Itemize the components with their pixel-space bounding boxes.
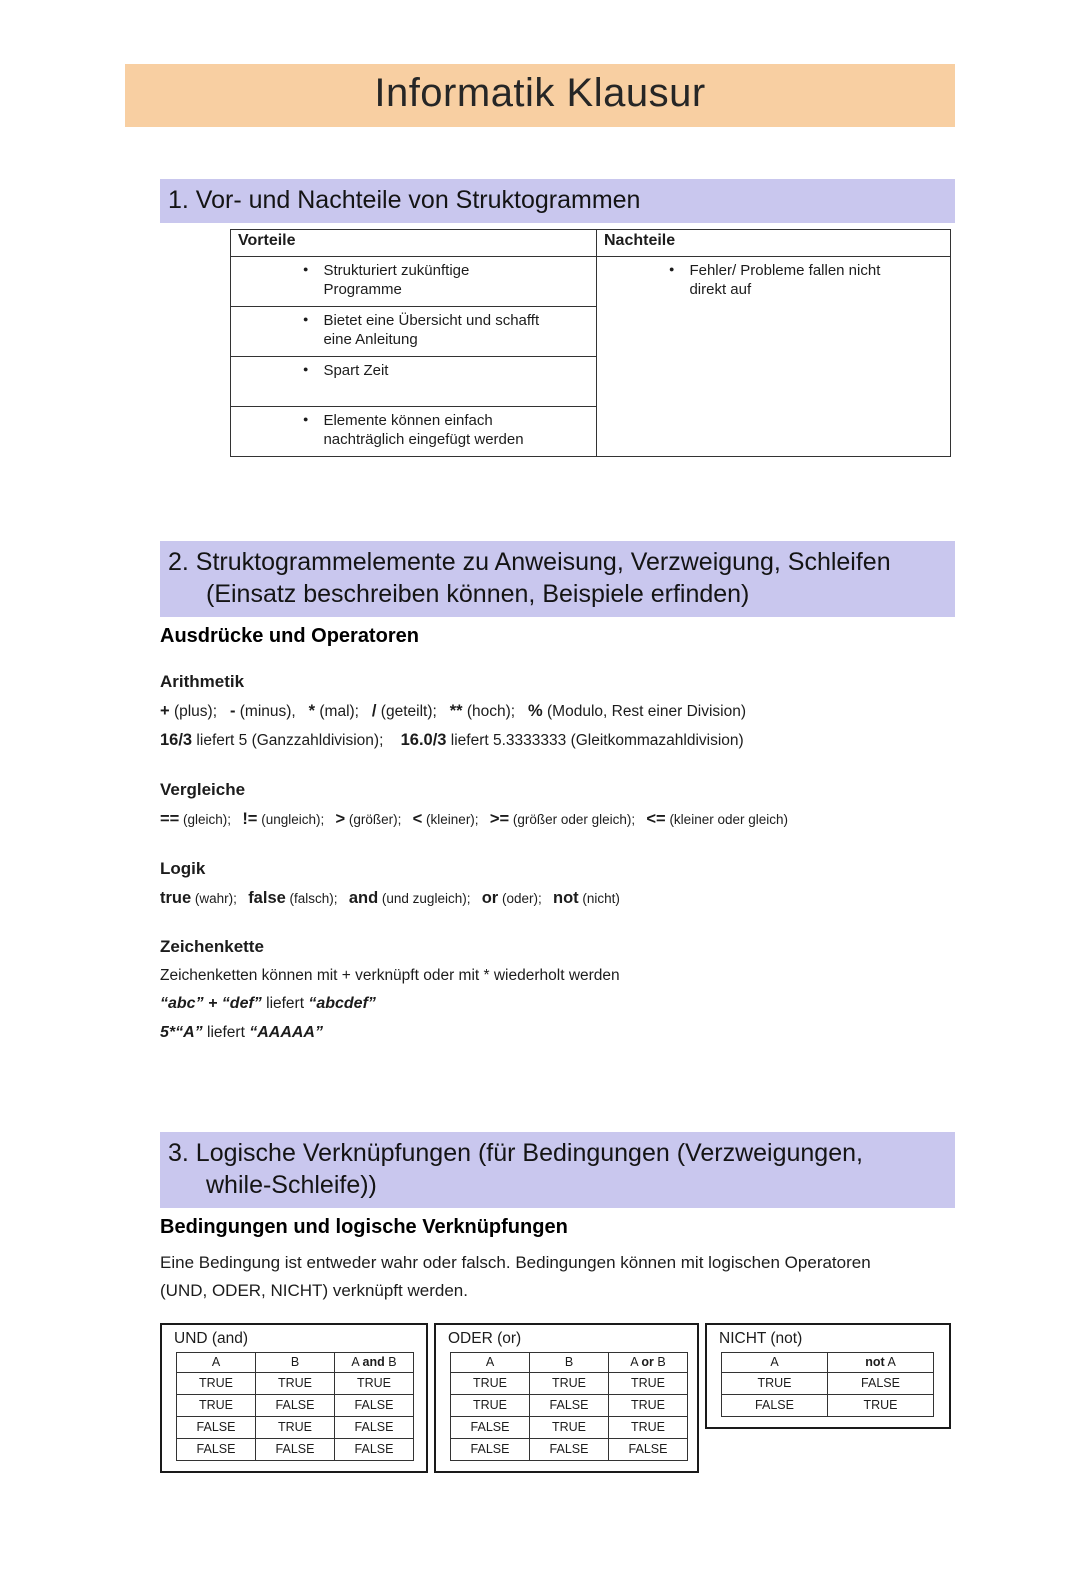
list-item-text: Fehler/ Probleme fallen nicht direkt auf (689, 261, 881, 299)
column-header-result (335, 1352, 414, 1372)
section2-heading (160, 541, 955, 617)
section1-heading-text: 1. Vor- und Nachteile von Struktogrammen (168, 186, 641, 214)
text-segment: liefert 5 (Ganzzahldivision); (192, 732, 401, 750)
table-row (231, 256, 951, 306)
cell: FALSE (256, 1438, 335, 1460)
text-segment: >= (489, 809, 510, 828)
text-segment: (nicht) (578, 890, 620, 906)
vorteil-cell (231, 356, 597, 406)
cell: TRUE (609, 1416, 688, 1438)
section2-heading-line2: (Einsatz beschreiben können, Beispiele erfinden) (206, 580, 750, 608)
text-segment: * (308, 701, 316, 720)
section3-heading (160, 1132, 955, 1208)
text-segment: 5*“A” (160, 1023, 203, 1041)
list-item-text: Spart Zeit (323, 361, 389, 379)
list-item (237, 411, 590, 451)
arithmetik-line1 (160, 697, 955, 727)
text-segment: (kleiner); (422, 811, 490, 827)
zeichenkette-group (160, 937, 955, 1047)
cell: FALSE (335, 1416, 414, 1438)
truth-table-box-oder (434, 1323, 699, 1473)
text-segment: “AAAAA” (249, 1023, 323, 1041)
arithmetik-label: Arithmetik (160, 671, 245, 691)
cell: FALSE (722, 1394, 828, 1416)
text-segment: A (630, 1355, 642, 1370)
cell: TRUE (335, 1372, 414, 1394)
column-header-a: A (177, 1352, 256, 1372)
text-segment: A (351, 1355, 363, 1370)
logik-group (160, 859, 955, 914)
text-segment: liefert (202, 1023, 250, 1041)
cell: TRUE (722, 1372, 828, 1394)
zeichenkette-line3 (160, 1019, 955, 1048)
text-segment: not (552, 888, 579, 907)
column-header-b: B (530, 1352, 609, 1372)
table-row (177, 1372, 414, 1394)
text-segment: or (641, 1355, 654, 1370)
vorteil-cell (231, 256, 597, 306)
logik-line (160, 884, 955, 914)
text-segment: ** (449, 701, 463, 720)
section2-subheading: Ausdrücke und Operatoren (160, 624, 419, 647)
column-header-result (828, 1352, 934, 1372)
text-segment: 16.0/3 (400, 731, 447, 750)
vorteil-cell (231, 306, 597, 356)
truth-tables (160, 1323, 955, 1473)
table-header-row (451, 1352, 688, 1372)
text-segment: (wahr); (191, 890, 249, 906)
cell: TRUE (177, 1394, 256, 1416)
truth-table-box-nicht (705, 1323, 951, 1429)
document-page (0, 64, 1080, 1473)
logik-label: Logik (160, 858, 206, 878)
text-segment: (größer); (345, 811, 413, 827)
cell: TRUE (828, 1394, 934, 1416)
cell: TRUE (451, 1372, 530, 1394)
nachteil-cell (597, 256, 951, 456)
section3-heading-line2: while-Schleife)) (206, 1171, 377, 1200)
text-segment: % (528, 701, 543, 720)
arithmetik-group (160, 672, 955, 756)
text-segment: (falsch); (285, 890, 349, 906)
cell: TRUE (451, 1394, 530, 1416)
text-segment: “abc” + “def” (160, 995, 262, 1013)
pros-cons-table (230, 229, 951, 457)
section3-heading-line1: 3. Logische Verknüpfungen (für Bedingungen (Verzweigungen, (168, 1138, 863, 1167)
cell: FALSE (335, 1394, 414, 1416)
cell: TRUE (530, 1416, 609, 1438)
truth-table-und (176, 1352, 414, 1461)
cell: FALSE (256, 1394, 335, 1416)
text-segment: (und zugleich); (378, 890, 482, 906)
column-header-b: B (256, 1352, 335, 1372)
list-item (603, 261, 944, 301)
list-item-text: Bietet eine Übersicht und schafft eine Anleitung (323, 311, 540, 349)
bullet-icon: ● (303, 363, 309, 374)
vergleiche-line (160, 805, 955, 835)
text-segment: B (653, 1355, 666, 1370)
text-segment: liefert (261, 995, 309, 1013)
truth-table-oder (450, 1352, 688, 1461)
table-row (177, 1394, 414, 1416)
list-item-text: Elemente können einfach nachträglich eingefügt werden (323, 411, 524, 449)
truth-table-box-und (160, 1323, 428, 1473)
truth-table-nicht-label: NICHT (not) (719, 1329, 803, 1347)
nachteile-header: Nachteile (597, 229, 951, 256)
table-row (722, 1372, 934, 1394)
text-segment: == (160, 809, 180, 828)
text-segment: false (248, 888, 286, 907)
text-segment: (kleiner oder gleich) (665, 811, 788, 827)
cell: TRUE (609, 1372, 688, 1394)
cell: TRUE (530, 1372, 609, 1394)
text-segment: (hoch); (462, 702, 529, 720)
text-segment: (geteilt); (376, 702, 450, 720)
vorteil-cell (231, 406, 597, 456)
table-header-row (231, 229, 951, 256)
table-row (177, 1438, 414, 1460)
section3-paragraph: Eine Bedingung ist entweder wahr oder falsch. Bedingungen können mit logischen Operatoren (UND, ODER, NICHT) verknüpft werden. (160, 1252, 871, 1300)
text-segment: + (160, 701, 170, 720)
text-segment: - (229, 701, 236, 720)
section1-heading (160, 179, 955, 223)
text-segment: (plus); (169, 702, 230, 720)
table-row (722, 1394, 934, 1416)
cell: FALSE (451, 1416, 530, 1438)
truth-table-oder-label: ODER (or) (448, 1329, 522, 1347)
text-segment: (gleich); (179, 811, 243, 827)
text-segment: and (362, 1355, 385, 1370)
zeichenkette-line2 (160, 990, 955, 1019)
bullet-icon: ● (669, 263, 675, 274)
text-segment: (mal); (315, 702, 372, 720)
cell: TRUE (256, 1416, 335, 1438)
table-row (451, 1394, 688, 1416)
arithmetik-line2 (160, 726, 955, 756)
text-segment: not (865, 1355, 885, 1370)
cell: TRUE (609, 1394, 688, 1416)
table-header-row (177, 1352, 414, 1372)
cell: FALSE (177, 1416, 256, 1438)
text-segment: (ungleich); (257, 811, 336, 827)
text-segment: < (412, 809, 423, 828)
bullet-icon: ● (303, 313, 309, 324)
table-header-row (722, 1352, 934, 1372)
zeichenkette-line1: Zeichenketten können mit + verknüpft oder mit * wiederholt werden (160, 967, 620, 985)
bullet-icon: ● (303, 413, 309, 424)
text-segment: > (335, 809, 346, 828)
cell: FALSE (335, 1438, 414, 1460)
table-row (451, 1372, 688, 1394)
vergleiche-label: Vergleiche (160, 779, 246, 799)
text-segment: <= (646, 809, 666, 828)
title-banner (125, 64, 955, 127)
truth-table-nicht (721, 1352, 934, 1417)
section2-heading-line1: 2. Struktogrammelemente zu Anweisung, Verzweigung, Schleifen (168, 547, 891, 576)
column-header-a: A (722, 1352, 828, 1372)
list-item (237, 361, 590, 381)
vergleiche-group (160, 780, 955, 835)
text-segment: (oder); (498, 890, 553, 906)
list-item (237, 261, 590, 301)
table-row (177, 1416, 414, 1438)
text-segment: != (242, 809, 258, 828)
text-segment: A (884, 1355, 896, 1370)
text-segment: “abcdef” (308, 995, 376, 1013)
cell: TRUE (256, 1372, 335, 1394)
bullet-icon: ● (303, 263, 309, 274)
text-segment: 16/3 (160, 731, 193, 750)
cell: FALSE (828, 1372, 934, 1394)
text-segment: or (481, 888, 499, 907)
column-header-result (609, 1352, 688, 1372)
text-segment: (größer oder gleich); (509, 811, 647, 827)
cell: FALSE (177, 1438, 256, 1460)
cell: TRUE (177, 1372, 256, 1394)
text-segment: and (348, 888, 379, 907)
text-segment: (minus), (235, 702, 309, 720)
text-segment: liefert 5.3333333 (Gleitkommazahldivision) (446, 732, 744, 750)
text-segment: (Modulo, Rest einer Division) (542, 702, 746, 720)
text-segment: / (371, 701, 377, 720)
cell: FALSE (451, 1438, 530, 1460)
zeichenkette-label: Zeichenkette (160, 937, 264, 957)
cell: FALSE (609, 1438, 688, 1460)
table-row (451, 1416, 688, 1438)
truth-table-und-label: UND (and) (174, 1329, 249, 1347)
vorteile-header: Vorteile (231, 229, 597, 256)
table-row (451, 1438, 688, 1460)
list-item-text: Strukturiert zukünftige Programme (323, 261, 470, 299)
cell: FALSE (530, 1394, 609, 1416)
text-segment: true (160, 888, 192, 907)
list-item (237, 311, 590, 351)
content (160, 179, 955, 1473)
text-segment: B (384, 1355, 397, 1370)
cell: FALSE (530, 1438, 609, 1460)
column-header-a: A (451, 1352, 530, 1372)
page-title: Informatik Klausur (374, 71, 706, 115)
section3-subheading: Bedingungen und logische Verknüpfungen (160, 1215, 568, 1238)
